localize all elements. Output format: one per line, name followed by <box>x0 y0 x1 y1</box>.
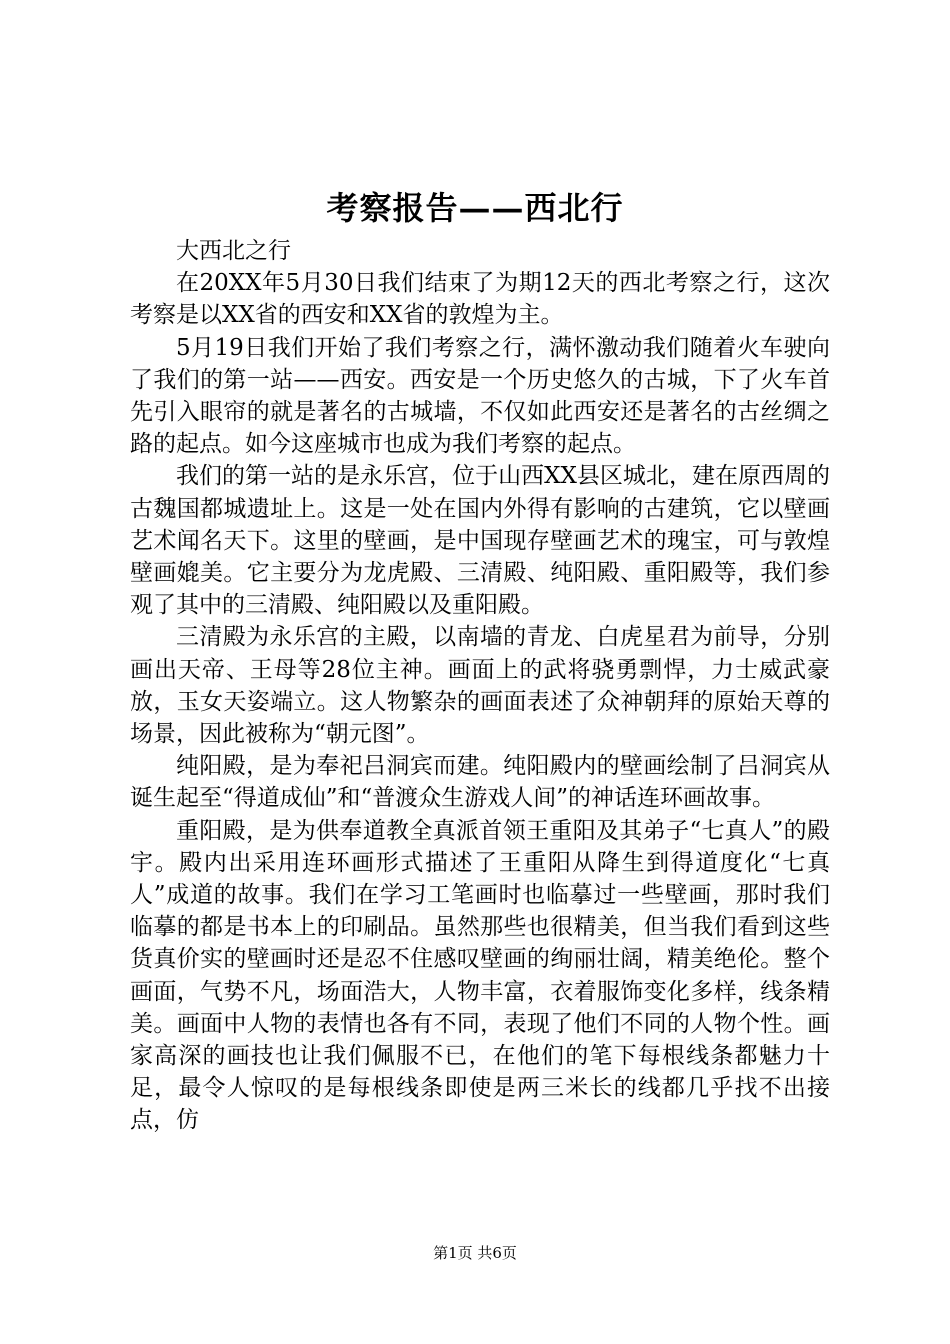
paragraph-sanqing-hall: 三清殿为永乐宫的主殿，以南墙的青龙、白虎星君为前导，分别画出天帝、王母等28位主神。画面上的武将骁勇剽悍，力士威武豪放，玉女天姿端立。这人物繁杂的画面表述了众神朝拜的原始天尊的场景，因此被称为“朝元图”。 <box>130 624 830 748</box>
document-body <box>130 235 830 1137</box>
paragraph-chunyang-hall: 纯阳殿，是为奉祀吕洞宾而建。纯阳殿内的壁画绘制了吕洞宾从诞生起至“得道成仙”和“普渡众生游戏人间”的神话连环画故事。 <box>130 753 830 812</box>
document-title: 考察报告——西北行 <box>326 189 624 227</box>
page-footer: 第1页 共6页 <box>433 1244 517 1262</box>
paragraph-yongle-palace: 我们的第一站的是永乐宫，位于山西XX县区城北，建在原西周的古魏国都城遗址上。这是一处在国内外得有影响的古建筑，它以壁画艺术闻名天下。这里的壁画，是中国现存壁画艺术的瑰宝，可与敦煌壁画媲美。它主要分为龙虎殿、三清殿、纯阳殿、重阳殿等，我们参观了其中的三清殿、纯阳殿以及重阳殿。 <box>130 463 830 619</box>
paragraph-intro: 在20XX年5月30日我们结束了为期12天的西北考察之行，这次考察是以XX省的西安和XX省的敦煌为主。 <box>130 270 830 329</box>
paragraph-xian: 5月19日我们开始了我们考察之行，满怀激动我们随着火车驶向了我们的第一站——西安。西安是一个历史悠久的古城，下了火车首先引入眼帘的就是著名的古城墙，不仅如此西安还是著名的古丝绸之路的起点。如今这座城市也成为我们考察的起点。 <box>130 334 830 458</box>
paragraph-chongyang-hall: 重阳殿，是为供奉道教全真派首领王重阳及其弟子“七真人”的殿宇。殿内出采用连环画形式描述了王重阳从降生到得道度化“七真人”成道的故事。我们在学习工笔画时也临摹过一些壁画，那时我们临摹的都是书本上的印刷品。虽然那些也很精美，但当我们看到这些货真价实的壁画时还是忍不住感叹壁画的绚丽壮阔，精美绝伦。整个画面，气势不凡，场面浩大，人物丰富，衣着服饰变化多样，线条精美。画面中人物的表情也各有不同，表现了他们不同的人物个性。画家高深的画技也让我们佩服不已，在他们的笔下每根线条都魅力十足，最令人惊叹的是每根线条即使是两三米长的线都几乎找不出接点，仿 <box>130 817 830 1134</box>
paragraph-subtitle: 大西北之行 <box>176 238 291 264</box>
